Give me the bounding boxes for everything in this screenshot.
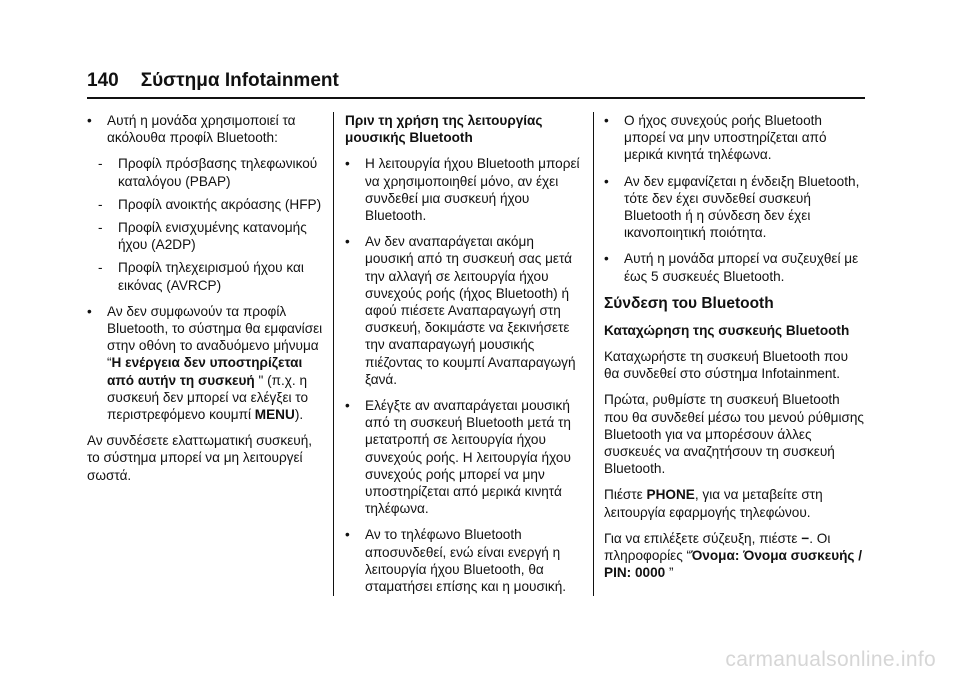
profile-item: - Προφίλ τηλεχειρισμού ήχου και εικόνας (AVRCP) xyxy=(87,259,323,293)
list-item: • Αυτή η μονάδα χρησιμοποιεί τα ακόλουθα προφίλ Bluetooth: xyxy=(87,112,323,146)
column-2 xyxy=(345,112,583,604)
profile-item: - Προφίλ ανοικτής ακρόασης (HFP) xyxy=(87,196,323,213)
list-item: • Αν το τηλέφωνο Bluetooth αποσυνδεθεί, ενώ είναι ενεργή η λειτουργία ήχου Bluetooth, θα σταματήσει επίσης και η μουσική. xyxy=(345,526,583,595)
text-run: Αν δεν συμφωνούν τα προφίλ Bluetooth, το σύστημα θα εμφανίσει στην οθόνη το αναδυόμενο μήνυμα “ xyxy=(107,303,323,371)
column-divider-1 xyxy=(333,112,334,596)
text-run: , για να μεταβείτε στη λειτουργία εφαρμογής τηλεφώνου. xyxy=(604,487,823,520)
list-item: • Ελέγξτε αν αναπαράγεται μουσική από τη συσκευή Bluetooth μετά τη μετατροπή σε λειτουργία ήχου συνεχούς ροής. Η λειτουργία ήχου συνεχούς ροής μπορεί να μην υποστηρίζεται από μερικά κινητά τηλέφωνα. xyxy=(345,397,583,517)
list-item: • Ο ήχος συνεχούς ροής Bluetooth μπορεί να μην υποστηρίζεται από μερικά κινητά τηλέφωνα. xyxy=(604,112,866,164)
page-title: Σύστημα Infotainment xyxy=(140,70,339,91)
subheading: Πριν τη χρήση της λειτουργίας μουσικής Bluetooth xyxy=(345,113,543,146)
pairing-info-text: Όνομα: Όνομα συσκευής / PIN: 0000 xyxy=(604,548,863,581)
header-rule xyxy=(87,97,865,99)
list-item: • Αυτή η μονάδα μπορεί να συζευχθεί με έως 5 συσκευές Bluetooth. xyxy=(604,250,866,284)
text-run: ). xyxy=(294,407,304,423)
page-header xyxy=(87,70,867,92)
error-message-text: Η ενέργεια δεν υποστηρίζεται από αυτήν τη συσκευή xyxy=(107,355,303,388)
column-1 xyxy=(87,112,323,493)
list-item: • Αν δεν αναπαράγεται ακόμη μουσική από τη συσκευή σας μετά την αλλαγή σε λειτουργία ήχου συνεχούς ροής (ήχος Bluetooth) ή αφού πιέσετε Αναπαραγωγή στη συσκευή, δοκιμάστε να ξεκινήσετε την αναπαραγωγή μουσικής πιέζοντας το κουμπί Αναπαραγωγή ξανά. xyxy=(345,233,583,388)
list-item xyxy=(87,303,323,423)
text-run: Πιέστε xyxy=(604,487,647,503)
profile-item: - Προφίλ πρόσβασης τηλεφωνικού καταλόγου (PBAP) xyxy=(87,155,323,189)
subheading: Καταχώρηση της συσκευής Bluetooth xyxy=(604,322,850,338)
text-run: ” xyxy=(665,565,674,581)
list-item: • Αν δεν εμφανίζεται η ένδειξη Bluetooth, τότε δεν έχει συνδεθεί συσκευή Bluetooth ή η σύνδεση δεν έχει ικανοποιητική ποιότητα. xyxy=(604,173,866,242)
watermark: carmanualsonline.info xyxy=(725,648,936,671)
text-run: Για να επιλέξετε σύζευξη, πιέστε xyxy=(604,530,802,546)
menu-key-label: MENU xyxy=(254,407,295,423)
paragraph: Καταχωρήστε τη συσκευή Bluetooth που θα συνδεθεί στο σύστημα Infotainment. xyxy=(604,349,849,382)
profile-item: - Προφίλ ενισχυμένης κατανομής ήχου (A2DP) xyxy=(87,219,323,253)
section-heading: Σύνδεση του Bluetooth xyxy=(604,294,774,312)
phone-key-label: PHONE xyxy=(646,487,695,503)
page-number: 140 xyxy=(87,70,119,91)
list-item: • Η λειτουργία ήχου Bluetooth μπορεί να χρησιμοποιηθεί μόνο, αν έχει συνδεθεί μια συσκευή ήχου Bluetooth. xyxy=(345,155,583,224)
paragraph: Αν συνδέσετε ελαττωματική συσκευή, το σύστημα μπορεί να μη λειτουργεί σωστά. xyxy=(87,433,313,483)
column-3 xyxy=(604,112,866,590)
paragraph: Πρώτα, ρυθμίστε τη συσκευή Bluetooth που θα συνδεθεί μέσω του μενού ρύθμισης Bluetooth για να μπορέσουν άλλες συσκευές να αναζητήσουν τη συσκευή Bluetooth. xyxy=(604,392,864,477)
minus-key-label: − xyxy=(801,530,810,546)
column-divider-2 xyxy=(593,112,594,596)
paragraph xyxy=(604,486,866,520)
text-run: " (π.χ. η συσκευή δεν μπορεί να ελέγξει το περιστρεφόμενο κουμπί xyxy=(107,372,309,423)
paragraph xyxy=(604,530,866,582)
text-run: . Οι πληροφορίες “ xyxy=(604,530,831,564)
